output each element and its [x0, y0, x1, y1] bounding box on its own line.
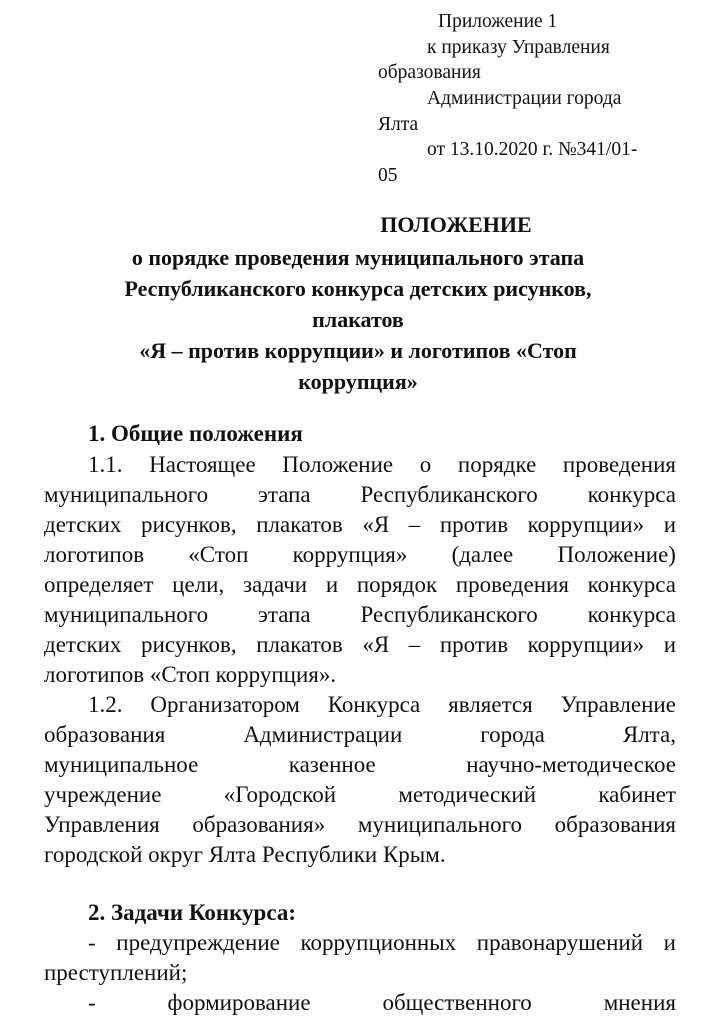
- word: (далее: [451, 542, 514, 567]
- appendix-line: Администрации города: [427, 88, 622, 109]
- appendix-line: Ялта: [378, 114, 419, 135]
- word: детских: [44, 512, 122, 537]
- word: муниципального: [44, 602, 209, 627]
- word: научно-методическое: [466, 752, 676, 777]
- word: мнения: [603, 990, 676, 1015]
- paragraph-line: [88, 692, 676, 718]
- word: образования: [554, 812, 676, 837]
- section-heading: 1. Общие положения: [88, 421, 303, 446]
- word: правонарушений: [476, 930, 644, 955]
- paragraph-line: [44, 782, 676, 808]
- word: Настоящее: [149, 452, 256, 477]
- word: конкурса: [587, 572, 676, 597]
- word: Администрации: [243, 722, 403, 747]
- word: рисунков,: [141, 632, 237, 657]
- word: «Стоп: [188, 542, 249, 567]
- word: Ялта,: [622, 722, 676, 747]
- word: рисунков,: [141, 512, 237, 537]
- word: и: [663, 512, 676, 537]
- appendix-line: к приказу Управления: [427, 37, 610, 58]
- word: коррупционных: [300, 930, 457, 955]
- paragraph-line: [44, 752, 676, 778]
- paragraph-line: [44, 482, 676, 508]
- paragraph-line: [44, 812, 676, 838]
- word: против: [439, 632, 509, 657]
- word: кабинет: [598, 782, 676, 807]
- word: о: [419, 452, 432, 477]
- title-line: плакатов: [312, 307, 404, 332]
- word: муниципального: [44, 482, 209, 507]
- word: 1.1.: [88, 452, 123, 477]
- word: –: [408, 632, 421, 657]
- list-item-line: [88, 990, 676, 1016]
- word: -: [88, 930, 96, 955]
- paragraph-line: [88, 452, 676, 478]
- word: плакатов: [256, 632, 343, 657]
- paragraph-line: городской округ Ялта Республики Крым.: [44, 842, 446, 867]
- word: Республиканского: [360, 602, 538, 627]
- word: коррупции»: [527, 512, 645, 537]
- title-line: «Я – против коррупции» и логотипов «Стоп: [139, 338, 577, 363]
- word: конкурса: [587, 602, 676, 627]
- word: Положение: [282, 452, 394, 477]
- word: плакатов: [256, 512, 343, 537]
- word: «Городской: [223, 782, 337, 807]
- word: проведения: [562, 452, 676, 477]
- word: и: [663, 930, 676, 955]
- word: задачи: [242, 572, 308, 597]
- word: образования»: [192, 812, 326, 837]
- word: против: [439, 512, 509, 537]
- word: «Я: [362, 632, 390, 657]
- word: учреждение: [44, 782, 162, 807]
- word: Организатором: [150, 692, 300, 717]
- word: порядок: [356, 572, 438, 597]
- word: конкурса: [587, 482, 676, 507]
- word: предупреждение: [116, 930, 280, 955]
- appendix-line: образования: [378, 62, 481, 83]
- list-item-line: [88, 930, 676, 956]
- word: Конкурса: [327, 692, 421, 717]
- word: «Я: [362, 512, 390, 537]
- word: методический: [398, 782, 537, 807]
- appendix-line: от 13.10.2020 г. №341/01-: [427, 139, 638, 160]
- word: казенное: [288, 752, 376, 777]
- word: этапа: [257, 602, 311, 627]
- title-line: коррупция»: [298, 369, 418, 394]
- title-line: ПОЛОЖЕНИЕ: [380, 212, 532, 237]
- title-line: о порядке проведения муниципального этапа: [131, 245, 585, 270]
- paragraph-line: логотипов «Стоп коррупция».: [44, 662, 337, 687]
- word: является: [448, 692, 533, 717]
- paragraph-line: [44, 632, 676, 658]
- word: -: [88, 990, 96, 1015]
- word: Управления: [44, 812, 160, 837]
- word: коррупция»: [292, 542, 408, 567]
- appendix-line: Приложение 1: [438, 11, 558, 32]
- word: этапа: [257, 482, 311, 507]
- word: определяет: [44, 572, 154, 597]
- word: 1.2.: [88, 692, 123, 717]
- paragraph-line: [44, 512, 676, 538]
- word: образования: [44, 722, 166, 747]
- word: и: [663, 632, 676, 657]
- word: общественного: [382, 990, 532, 1015]
- word: Положение): [557, 542, 676, 567]
- paragraph-line: [44, 722, 676, 748]
- title-line: Республиканского конкурса детских рисунков,: [124, 276, 592, 301]
- word: и: [325, 572, 339, 597]
- paragraph-line: [44, 542, 676, 568]
- word: логотипов: [44, 542, 145, 567]
- list-item-line: преступлений;: [44, 960, 188, 985]
- word: проведения: [455, 572, 569, 597]
- word: Управление: [560, 692, 676, 717]
- word: цели,: [172, 572, 225, 597]
- word: порядке: [457, 452, 537, 477]
- word: муниципальное: [44, 752, 199, 777]
- word: города: [480, 722, 545, 747]
- paragraph-line: [44, 602, 676, 628]
- paragraph-line: [44, 572, 676, 598]
- word: Республиканского: [360, 482, 538, 507]
- word: муниципального: [357, 812, 523, 837]
- word: детских: [44, 632, 122, 657]
- word: –: [408, 512, 421, 537]
- word: формирование: [167, 990, 311, 1015]
- word: коррупции»: [527, 632, 645, 657]
- section-heading: 2. Задачи Конкурса:: [88, 900, 296, 925]
- appendix-line: 05: [378, 165, 398, 186]
